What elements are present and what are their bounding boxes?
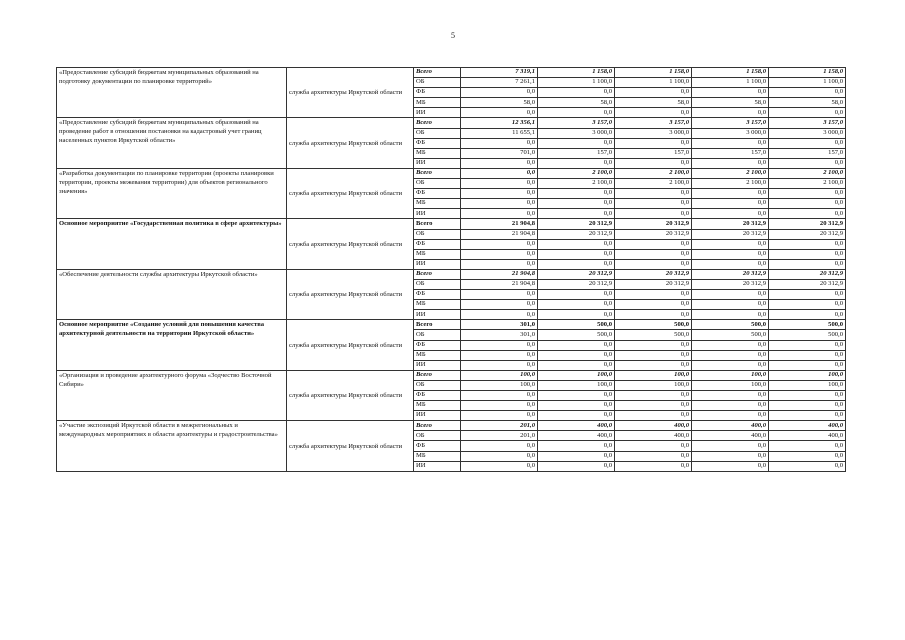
funding-value: 0,0 [538, 401, 615, 411]
funding-value: 0,0 [615, 249, 692, 259]
funding-value: 3 000,0 [615, 128, 692, 138]
funding-value: 21 904,8 [461, 219, 538, 229]
funding-value: 0,0 [769, 350, 846, 360]
funding-value: 3 157,0 [692, 118, 769, 128]
funding-value: 0,0 [615, 300, 692, 310]
funding-value: 0,0 [769, 199, 846, 209]
responsible-executor: служба архитектуры Иркутской области [287, 370, 414, 420]
funding-value: 0,0 [692, 340, 769, 350]
funding-value: 0,0 [461, 138, 538, 148]
responsible-executor: служба архитектуры Иркутской области [287, 219, 414, 269]
funding-source: ИИ [414, 158, 461, 168]
funding-value: 500,0 [692, 320, 769, 330]
activity-name: «Предоставление субсидий бюджетам муниципальных образований на проведение работ в отношении постановки на кадастровый учет границ населенных пунктов Иркутской области» [57, 118, 287, 168]
funding-value: 20 312,9 [538, 279, 615, 289]
funding-value: 2 100,0 [538, 179, 615, 189]
funding-value: 500,0 [692, 330, 769, 340]
funding-value: 0,0 [461, 249, 538, 259]
funding-value: 0,0 [461, 239, 538, 249]
funding-value: 1 158,0 [769, 68, 846, 78]
funding-value: 58,0 [538, 98, 615, 108]
funding-source: ИИ [414, 461, 461, 471]
funding-value: 0,0 [769, 451, 846, 461]
funding-value: 0,0 [769, 290, 846, 300]
responsible-executor: служба архитектуры Иркутской области [287, 421, 414, 471]
funding-value: 20 312,9 [538, 269, 615, 279]
funding-source: ОБ [414, 279, 461, 289]
funding-source: МБ [414, 148, 461, 158]
funding-source: Всего [414, 118, 461, 128]
funding-value: 500,0 [769, 320, 846, 330]
funding-value: 0,0 [461, 108, 538, 118]
funding-value: 1 100,0 [769, 78, 846, 88]
funding-value: 1 158,0 [615, 68, 692, 78]
funding-value: 1 100,0 [538, 78, 615, 88]
funding-value: 12 356,1 [461, 118, 538, 128]
funding-value: 0,0 [692, 290, 769, 300]
funding-value: 157,0 [769, 148, 846, 158]
funding-value: 0,0 [692, 189, 769, 199]
funding-value: 0,0 [461, 360, 538, 370]
funding-value: 0,0 [692, 350, 769, 360]
funding-value: 3 000,0 [769, 128, 846, 138]
funding-value: 400,0 [692, 421, 769, 431]
funding-value: 21 904,8 [461, 269, 538, 279]
funding-value: 100,0 [769, 370, 846, 380]
funding-value: 0,0 [769, 340, 846, 350]
funding-value: 3 157,0 [615, 118, 692, 128]
funding-value: 0,0 [692, 411, 769, 421]
funding-value: 0,0 [769, 239, 846, 249]
table-row [57, 269, 846, 279]
funding-value: 0,0 [461, 259, 538, 269]
funding-value: 0,0 [615, 461, 692, 471]
funding-table [56, 67, 846, 472]
funding-value: 0,0 [461, 168, 538, 178]
funding-value: 0,0 [615, 108, 692, 118]
activity-name: «Разработка документации по планировке территории (проекты планировки территории, проекты межевания территории) для объектов регионального значения» [57, 168, 287, 218]
funding-value: 0,0 [769, 259, 846, 269]
funding-value: 0,0 [461, 88, 538, 98]
funding-value: 0,0 [538, 310, 615, 320]
funding-value: 0,0 [615, 209, 692, 219]
table-row [57, 118, 846, 128]
funding-value: 21 904,8 [461, 279, 538, 289]
funding-value: 0,0 [538, 441, 615, 451]
funding-value: 0,0 [615, 391, 692, 401]
funding-value: 301,0 [461, 330, 538, 340]
funding-value: 0,0 [692, 108, 769, 118]
funding-value: 0,0 [461, 401, 538, 411]
funding-value: 0,0 [769, 461, 846, 471]
funding-value: 0,0 [461, 179, 538, 189]
funding-value: 0,0 [538, 158, 615, 168]
funding-value: 0,0 [692, 451, 769, 461]
funding-value: 0,0 [461, 158, 538, 168]
activity-name: «Обеспечение деятельности службы архитектуры Иркутской области» [57, 269, 287, 319]
funding-source: МБ [414, 401, 461, 411]
funding-value: 0,0 [538, 189, 615, 199]
table-row [57, 421, 846, 431]
funding-value: 0,0 [538, 411, 615, 421]
funding-value: 20 312,9 [769, 269, 846, 279]
funding-source: Всего [414, 370, 461, 380]
funding-value: 0,0 [692, 249, 769, 259]
funding-value: 20 312,9 [538, 229, 615, 239]
funding-source: Всего [414, 68, 461, 78]
funding-value: 500,0 [615, 330, 692, 340]
responsible-executor: служба архитектуры Иркутской области [287, 68, 414, 118]
funding-value: 0,0 [692, 401, 769, 411]
funding-value: 500,0 [538, 320, 615, 330]
funding-value: 0,0 [692, 138, 769, 148]
activity-name: Основное мероприятие «Государственная политика в сфере архитектуры» [57, 219, 287, 269]
funding-value: 100,0 [692, 380, 769, 390]
funding-value: 20 312,9 [538, 219, 615, 229]
funding-value: 20 312,9 [615, 219, 692, 229]
funding-source: ИИ [414, 259, 461, 269]
funding-value: 100,0 [461, 380, 538, 390]
funding-value: 0,0 [615, 239, 692, 249]
funding-value: 0,0 [769, 411, 846, 421]
funding-value: 400,0 [769, 421, 846, 431]
responsible-executor: служба архитектуры Иркутской области [287, 118, 414, 168]
funding-value: 3 000,0 [692, 128, 769, 138]
funding-value: 2 100,0 [615, 168, 692, 178]
funding-source: ОБ [414, 78, 461, 88]
funding-value: 0,0 [615, 158, 692, 168]
funding-value: 2 100,0 [538, 168, 615, 178]
funding-value: 1 158,0 [538, 68, 615, 78]
funding-value: 0,0 [615, 441, 692, 451]
table-row [57, 370, 846, 380]
funding-source: ФБ [414, 88, 461, 98]
funding-source: Всего [414, 320, 461, 330]
funding-value: 21 904,8 [461, 229, 538, 239]
funding-value: 0,0 [769, 300, 846, 310]
funding-value: 20 312,9 [769, 219, 846, 229]
funding-value: 100,0 [692, 370, 769, 380]
funding-source: ОБ [414, 330, 461, 340]
funding-value: 0,0 [538, 108, 615, 118]
funding-value: 0,0 [769, 158, 846, 168]
funding-value: 0,0 [461, 340, 538, 350]
funding-value: 100,0 [615, 380, 692, 390]
funding-value: 11 655,1 [461, 128, 538, 138]
funding-value: 0,0 [692, 209, 769, 219]
funding-source: Всего [414, 421, 461, 431]
funding-value: 0,0 [461, 350, 538, 360]
funding-value: 400,0 [615, 431, 692, 441]
funding-value: 0,0 [615, 88, 692, 98]
funding-source: ФБ [414, 239, 461, 249]
funding-value: 100,0 [538, 370, 615, 380]
funding-value: 0,0 [615, 259, 692, 269]
funding-value: 0,0 [692, 310, 769, 320]
funding-source: ИИ [414, 209, 461, 219]
funding-value: 201,0 [461, 421, 538, 431]
funding-source: МБ [414, 300, 461, 310]
funding-value: 0,0 [692, 391, 769, 401]
funding-value: 0,0 [538, 340, 615, 350]
funding-value: 0,0 [692, 239, 769, 249]
funding-value: 0,0 [615, 411, 692, 421]
funding-source: Всего [414, 168, 461, 178]
funding-value: 0,0 [538, 259, 615, 269]
funding-value: 1 158,0 [692, 68, 769, 78]
funding-value: 0,0 [538, 138, 615, 148]
funding-value: 58,0 [769, 98, 846, 108]
funding-value: 2 100,0 [692, 179, 769, 189]
funding-value: 0,0 [538, 209, 615, 219]
funding-value: 157,0 [615, 148, 692, 158]
funding-value: 7 319,1 [461, 68, 538, 78]
funding-value: 20 312,9 [769, 229, 846, 239]
funding-source: ОБ [414, 431, 461, 441]
funding-value: 301,0 [461, 320, 538, 330]
funding-value: 500,0 [615, 320, 692, 330]
responsible-executor: служба архитектуры Иркутской области [287, 320, 414, 370]
funding-value: 0,0 [538, 300, 615, 310]
funding-source: ФБ [414, 189, 461, 199]
funding-value: 157,0 [538, 148, 615, 158]
funding-value: 400,0 [692, 431, 769, 441]
funding-source: ИИ [414, 108, 461, 118]
funding-value: 400,0 [538, 421, 615, 431]
activity-name: Основное мероприятие «Создание условий для повышения качества архитектурной деятельности на территории Иркутской области» [57, 320, 287, 370]
table-row [57, 320, 846, 330]
funding-value: 20 312,9 [692, 229, 769, 239]
funding-value: 0,0 [461, 189, 538, 199]
funding-value: 100,0 [615, 370, 692, 380]
funding-value: 0,0 [538, 451, 615, 461]
funding-value: 0,0 [538, 249, 615, 259]
funding-value: 20 312,9 [615, 229, 692, 239]
funding-value: 0,0 [538, 239, 615, 249]
funding-value: 1 100,0 [692, 78, 769, 88]
funding-source: ФБ [414, 441, 461, 451]
funding-source: ИИ [414, 411, 461, 421]
funding-value: 701,0 [461, 148, 538, 158]
funding-value: 0,0 [692, 360, 769, 370]
funding-source: МБ [414, 249, 461, 259]
responsible-executor: служба архитектуры Иркутской области [287, 269, 414, 319]
funding-value: 0,0 [769, 88, 846, 98]
table-row [57, 68, 846, 78]
funding-value: 0,0 [692, 88, 769, 98]
funding-value: 0,0 [692, 300, 769, 310]
funding-value: 0,0 [461, 391, 538, 401]
funding-value: 500,0 [769, 330, 846, 340]
funding-value: 0,0 [615, 138, 692, 148]
funding-value: 0,0 [615, 310, 692, 320]
funding-value: 0,0 [538, 461, 615, 471]
funding-source: Всего [414, 219, 461, 229]
funding-value: 0,0 [615, 451, 692, 461]
funding-value: 2 100,0 [769, 179, 846, 189]
funding-value: 400,0 [769, 431, 846, 441]
funding-value: 500,0 [538, 330, 615, 340]
funding-value: 0,0 [538, 391, 615, 401]
funding-value: 1 100,0 [615, 78, 692, 88]
funding-source: ОБ [414, 128, 461, 138]
funding-value: 0,0 [461, 199, 538, 209]
table-row [57, 168, 846, 178]
funding-source: МБ [414, 451, 461, 461]
funding-value: 100,0 [538, 380, 615, 390]
funding-value: 0,0 [461, 451, 538, 461]
funding-value: 0,0 [769, 310, 846, 320]
funding-source: ОБ [414, 179, 461, 189]
activity-name: «Предоставление субсидий бюджетам муниципальных образований на подготовку документации по планировке территорий» [57, 68, 287, 118]
responsible-executor: служба архитектуры Иркутской области [287, 168, 414, 218]
funding-value: 0,0 [538, 199, 615, 209]
funding-source: Всего [414, 269, 461, 279]
funding-value: 100,0 [461, 370, 538, 380]
funding-value: 0,0 [692, 441, 769, 451]
funding-value: 0,0 [769, 138, 846, 148]
funding-value: 400,0 [615, 421, 692, 431]
funding-source: ФБ [414, 138, 461, 148]
funding-value: 0,0 [769, 401, 846, 411]
funding-value: 0,0 [769, 360, 846, 370]
funding-value: 0,0 [615, 350, 692, 360]
funding-value: 0,0 [615, 340, 692, 350]
funding-value: 0,0 [769, 209, 846, 219]
funding-value: 0,0 [461, 461, 538, 471]
funding-value: 0,0 [538, 88, 615, 98]
funding-source: ОБ [414, 229, 461, 239]
funding-value: 2 100,0 [615, 179, 692, 189]
funding-source: ИИ [414, 310, 461, 320]
funding-value: 0,0 [538, 290, 615, 300]
activity-name: «Участие экспозиций Иркутской области в межрегиональных и международных мероприятиях в области архитектуры и градостроительства» [57, 421, 287, 471]
funding-source: ФБ [414, 290, 461, 300]
funding-value: 0,0 [615, 401, 692, 411]
funding-value: 3 000,0 [538, 128, 615, 138]
funding-value: 0,0 [615, 290, 692, 300]
funding-value: 0,0 [692, 199, 769, 209]
funding-value: 201,0 [461, 431, 538, 441]
funding-source: ИИ [414, 360, 461, 370]
funding-value: 3 157,0 [769, 118, 846, 128]
funding-value: 20 312,9 [769, 279, 846, 289]
funding-value: 0,0 [769, 189, 846, 199]
funding-value: 0,0 [461, 300, 538, 310]
funding-value: 0,0 [615, 360, 692, 370]
funding-value: 0,0 [692, 259, 769, 269]
funding-value: 0,0 [769, 108, 846, 118]
table-row [57, 219, 846, 229]
funding-source: ФБ [414, 391, 461, 401]
page-number: 5 [451, 31, 455, 40]
funding-value: 400,0 [538, 431, 615, 441]
funding-value: 0,0 [461, 310, 538, 320]
funding-source: ОБ [414, 380, 461, 390]
funding-value: 100,0 [769, 380, 846, 390]
funding-value: 58,0 [615, 98, 692, 108]
funding-value: 0,0 [769, 441, 846, 451]
table-body [57, 68, 846, 472]
activity-name: «Организация и проведение архитектурного форума «Зодчество Восточной Сибири» [57, 370, 287, 420]
funding-source: МБ [414, 199, 461, 209]
funding-value: 7 261,1 [461, 78, 538, 88]
funding-value: 0,0 [538, 360, 615, 370]
funding-value: 20 312,9 [692, 279, 769, 289]
funding-value: 0,0 [461, 441, 538, 451]
funding-value: 0,0 [692, 158, 769, 168]
funding-value: 0,0 [615, 199, 692, 209]
funding-value: 0,0 [461, 290, 538, 300]
funding-value: 0,0 [769, 391, 846, 401]
funding-source: МБ [414, 350, 461, 360]
funding-value: 58,0 [692, 98, 769, 108]
funding-value: 3 157,0 [538, 118, 615, 128]
funding-source: МБ [414, 98, 461, 108]
funding-value: 0,0 [769, 249, 846, 259]
funding-value: 20 312,9 [615, 269, 692, 279]
funding-value: 0,0 [461, 209, 538, 219]
funding-source: ФБ [414, 340, 461, 350]
funding-value: 0,0 [615, 189, 692, 199]
funding-value: 0,0 [538, 350, 615, 360]
funding-value: 20 312,9 [615, 279, 692, 289]
funding-value: 0,0 [461, 411, 538, 421]
funding-value: 20 312,9 [692, 219, 769, 229]
funding-value: 58,0 [461, 98, 538, 108]
funding-value: 20 312,9 [692, 269, 769, 279]
funding-value: 2 100,0 [692, 168, 769, 178]
funding-value: 0,0 [692, 461, 769, 471]
funding-value: 157,0 [692, 148, 769, 158]
funding-value: 2 100,0 [769, 168, 846, 178]
